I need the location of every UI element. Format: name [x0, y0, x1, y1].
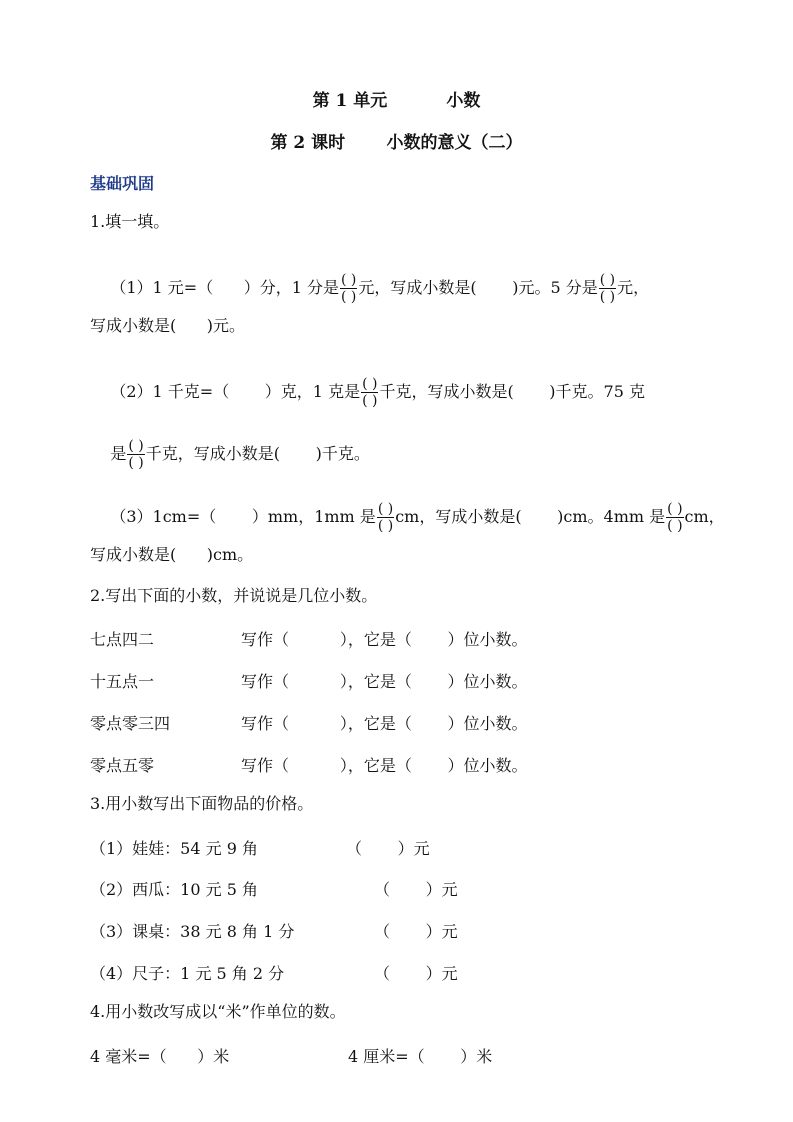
- q3-answer: （ ）元: [374, 922, 458, 941]
- q3-answer: （ ）元: [374, 964, 458, 983]
- q2-word: 七点四二: [90, 630, 155, 649]
- q1-line1-cont: 写成小数是( )元。: [90, 316, 246, 335]
- lesson-title: 第 2 课时 小数的意义（二）: [270, 133, 523, 153]
- q2-write: 写作（ ），它是（ ）位小数。: [241, 630, 528, 649]
- q2-write: 写作（ ），它是（ ）位小数。: [241, 714, 528, 733]
- q4-heading: 4.用小数改写成以“米”作单位的数。: [90, 1002, 346, 1021]
- section-heading: 基础巩固: [90, 174, 155, 193]
- q1-line3-cont: 写成小数是( )cm。: [90, 545, 254, 564]
- q2-heading: 2.写出下面的小数，并说说是几位小数。: [90, 586, 378, 605]
- q2-write: 写作（ ），它是（ ）位小数。: [241, 756, 528, 775]
- q3-item: （1）娃娃：54 元 9 角: [90, 839, 258, 858]
- q1-line2: （2）1 千克=（ ）克，1 克是 $\frac{( )}{( )}$ 千克，写成小数是( )千克。75 克: [110, 376, 645, 409]
- q3-answer: （ ）元: [374, 880, 458, 899]
- q2-word: 零点五零: [90, 756, 155, 775]
- q2-word: 十五点一: [90, 672, 155, 691]
- q1-heading: 1.填一填。: [90, 212, 170, 231]
- fraction-blank: $\frac{( )}{( )}$: [340, 272, 357, 305]
- q3-item: （2）西瓜：10 元 5 角: [90, 880, 258, 899]
- q2-write: 写作（ ），它是（ ）位小数。: [241, 672, 528, 691]
- q3-heading: 3.用小数写出下面物品的价格。: [90, 794, 314, 813]
- q3-answer: （ ）元: [346, 839, 430, 858]
- fraction-blank: $\frac{( )}{( )}$: [599, 272, 616, 305]
- q4-item-b: 4 厘米=（ ）米: [348, 1047, 493, 1066]
- q3-item: （4）尺子：1 元 5 角 2 分: [90, 964, 285, 983]
- q3-item: （3）课桌：38 元 8 角 1 分: [90, 922, 295, 941]
- fraction-blank: $\frac{( )}{( )}$: [128, 438, 144, 471]
- q1-line2-cont: 是 $\frac{( )}{( )}$ 千克，写成小数是( )千克。: [110, 438, 370, 471]
- unit-title: 第 1 单元 小数: [312, 91, 481, 111]
- fraction-blank: $\frac{( )}{( )}$: [377, 501, 394, 534]
- q1-line1: （1）1 元=（ ）分，1 分是 $\frac{( )}{( )}$ 元，写成小数是( )元。5 分是 $\frac{( )}{( )}$ 元，: [110, 272, 650, 305]
- fraction-blank: $\frac{( )}{( )}$: [362, 376, 378, 409]
- fraction-blank: $\frac{( )}{( )}$: [667, 501, 683, 534]
- q4-item-a: 4 毫米=（ ）米: [90, 1047, 230, 1066]
- q1-line3: （3）1cm=（ ）mm，1mm 是 $\frac{( )}{( )}$ cm，写成小数是( )cm。4mm 是 $\frac{( )}{( )}$ cm，: [110, 501, 725, 534]
- q2-word: 零点零三四: [90, 714, 171, 733]
